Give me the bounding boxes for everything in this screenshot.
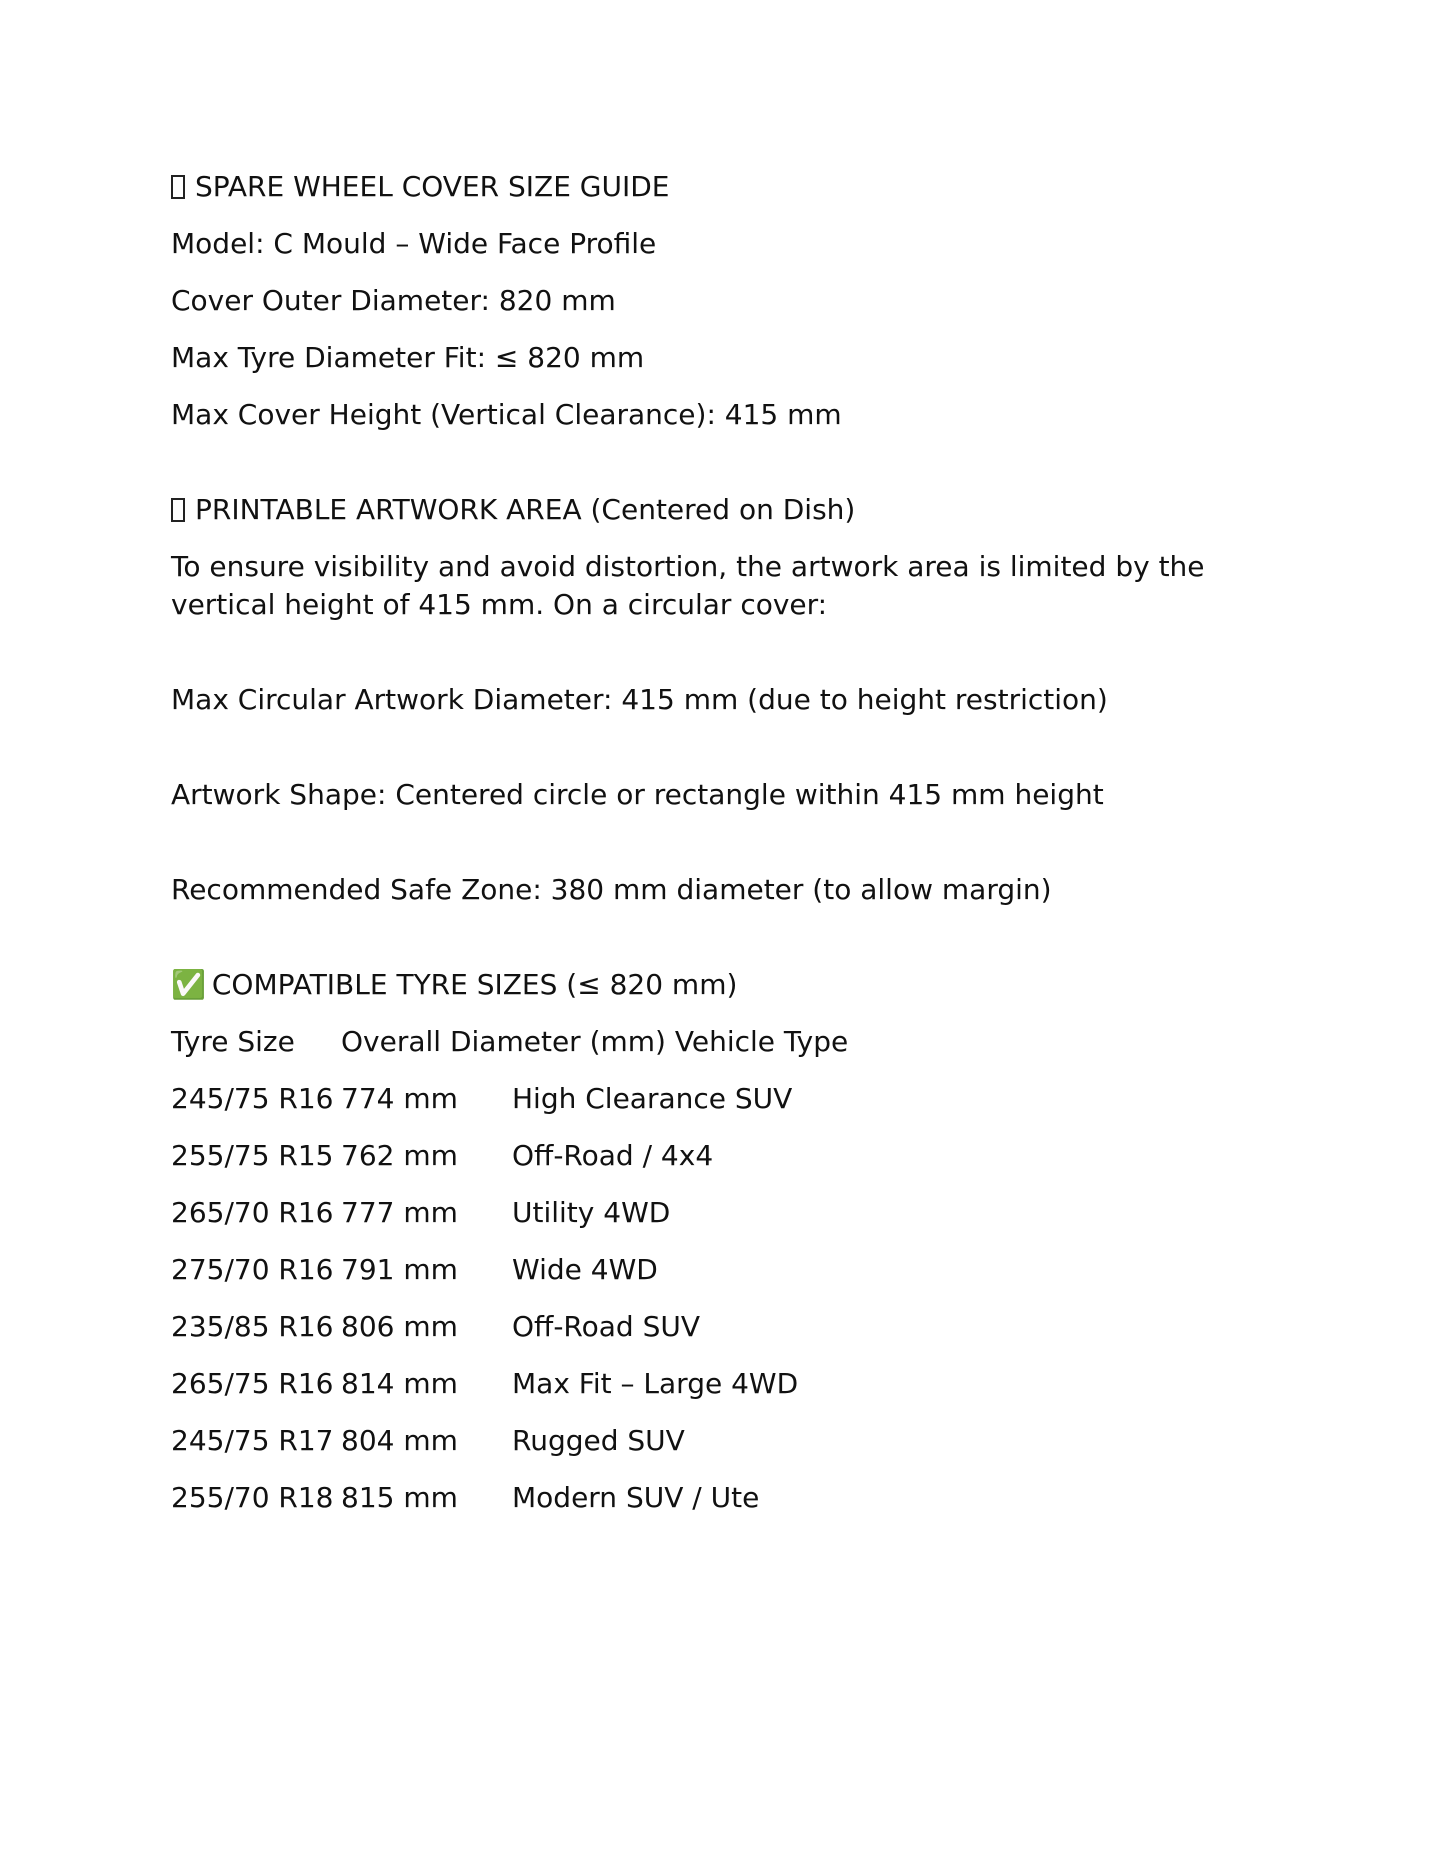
table-row: [171, 1308, 860, 1365]
table-row: [171, 1080, 860, 1137]
vehicle-type-cell: Modern SUV / Ute: [512, 1481, 760, 1514]
spacer: [171, 833, 1281, 871]
compatible-heading: COMPATIBLE TYRE SIZES (≤ 820 mm): [211, 968, 738, 1001]
table-row: [171, 1251, 860, 1308]
table-row: [171, 1365, 860, 1422]
safe-zone-line: Recommended Safe Zone: 380 mm diameter (to allow margin): [171, 873, 1052, 906]
table-row: [171, 1137, 860, 1194]
artwork-shape-line: Artwork Shape: Centered circle or rectangle within 415 mm height: [171, 778, 1104, 811]
max-cover-height-line: Max Cover Height (Vertical Clearance): 415 mm: [171, 398, 842, 431]
tyre-size-cell: 275/70 R16: [171, 1253, 334, 1286]
spacer: [171, 738, 1281, 776]
diameter-cell: 777 mm: [341, 1196, 458, 1229]
max-circular-artwork-line: Max Circular Artwork Diameter: 415 mm (due to height restriction): [171, 683, 1108, 716]
table-header-row: [171, 1023, 860, 1080]
table-row: [171, 1422, 860, 1479]
diameter-cell: 774 mm: [341, 1082, 458, 1115]
size-guide-heading: SPARE WHEEL COVER SIZE GUIDE: [195, 170, 670, 203]
vehicle-type-cell: Rugged SUV: [512, 1424, 685, 1457]
column-header-overall-diameter: Overall Diameter (mm): [341, 1025, 666, 1058]
column-header-tyre-size: Tyre Size: [171, 1025, 295, 1058]
tyre-size-table: [171, 1023, 860, 1536]
vehicle-type-cell: Max Fit – Large 4WD: [512, 1367, 799, 1400]
spacer: [171, 453, 1281, 491]
artwork-heading: PRINTABLE ARTWORK AREA (Centered on Dish): [195, 493, 856, 526]
table-row: [171, 1194, 860, 1251]
diameter-cell: 762 mm: [341, 1139, 458, 1172]
check-mark-icon: ✅: [171, 968, 206, 1001]
vehicle-type-cell: Wide 4WD: [512, 1253, 658, 1286]
box-glyph-icon: [171, 498, 185, 522]
diameter-cell: 814 mm: [341, 1367, 458, 1400]
column-header-vehicle-type: Vehicle Type: [674, 1025, 849, 1058]
tyre-size-cell: 255/70 R18: [171, 1481, 334, 1514]
artwork-intro: To ensure visibility and avoid distortion, the artwork area is limited by the vertical height of 415 mm. On a circular cover:: [171, 550, 1205, 621]
tyre-size-cell: 255/75 R15: [171, 1139, 334, 1172]
size-guide-heading-line: [171, 168, 1281, 206]
document-page: [171, 168, 1281, 1536]
vehicle-type-cell: Off-Road / 4x4: [512, 1139, 714, 1172]
tyre-size-cell: 245/75 R16: [171, 1082, 334, 1115]
vehicle-type-cell: High Clearance SUV: [512, 1082, 793, 1115]
tyre-size-cell: 265/70 R16: [171, 1196, 334, 1229]
tyre-size-cell: 245/75 R17: [171, 1424, 334, 1457]
diameter-cell: 806 mm: [341, 1310, 458, 1343]
tyre-size-cell: 235/85 R16: [171, 1310, 334, 1343]
diameter-cell: 791 mm: [341, 1253, 458, 1286]
spacer: [171, 643, 1281, 681]
cover-outer-diameter-line: Cover Outer Diameter: 820 mm: [171, 284, 616, 317]
tyre-size-cell: 265/75 R16: [171, 1367, 334, 1400]
column-header-diameter-vehicle: [341, 1023, 860, 1080]
table-row: [171, 1479, 860, 1536]
spacer: [171, 928, 1281, 966]
diameter-cell: 815 mm: [341, 1481, 458, 1514]
box-glyph-icon: [171, 175, 185, 199]
model-line: Model: C Mould – Wide Face Profile: [171, 227, 657, 260]
diameter-cell: 804 mm: [341, 1424, 458, 1457]
vehicle-type-cell: Utility 4WD: [512, 1196, 671, 1229]
max-tyre-diameter-line: Max Tyre Diameter Fit: ≤ 820 mm: [171, 341, 645, 374]
artwork-heading-line: [171, 491, 1281, 529]
compatible-heading-line: [171, 966, 1281, 1004]
vehicle-type-cell: Off-Road SUV: [512, 1310, 701, 1343]
